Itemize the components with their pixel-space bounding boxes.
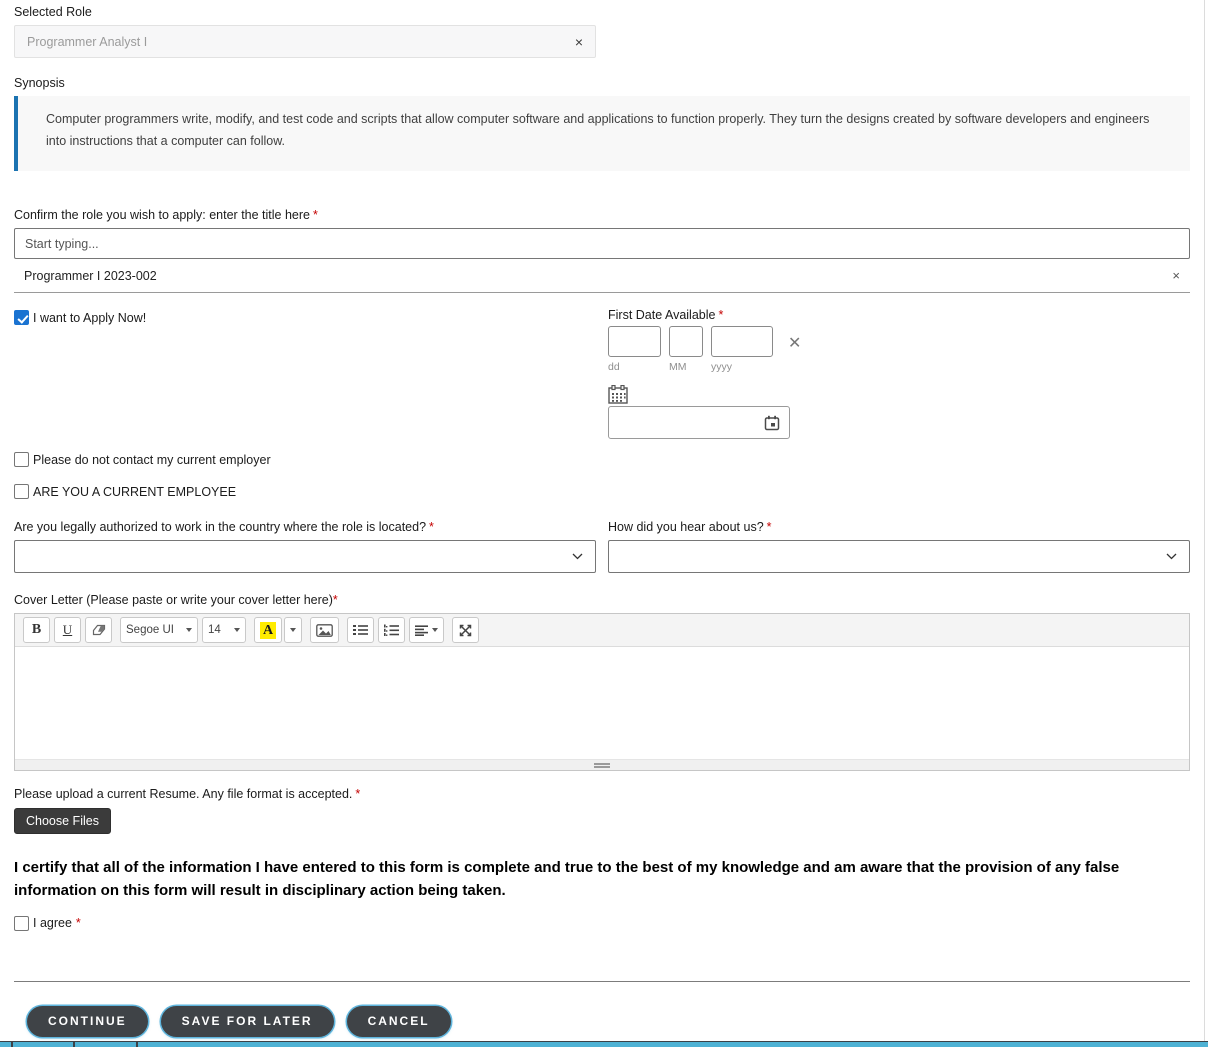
no-contact-label: Please do not contact my current employer [33, 452, 271, 467]
bottom-edge-separator [11, 1041, 13, 1047]
year-cell [711, 326, 773, 373]
current-employee-label: ARE YOU A CURRENT EMPLOYEE [33, 484, 237, 499]
date-picker-input[interactable] [608, 406, 790, 439]
required-asterisk: * [429, 520, 434, 534]
caret-down-icon [186, 628, 192, 632]
month-cell [669, 326, 703, 373]
apply-now-column [14, 308, 608, 439]
save-for-later-button[interactable]: SAVE FOR LATER [161, 1006, 334, 1037]
day-cell [608, 326, 661, 373]
required-asterisk: * [75, 916, 81, 930]
expand-icon [459, 624, 472, 637]
eraser-icon [92, 624, 106, 636]
continue-button[interactable]: CONTINUE [27, 1006, 148, 1037]
align-dropdown[interactable] [409, 617, 444, 643]
month-hint: MM [669, 361, 687, 373]
certification-text: I certify that all of the information I have entered to this form is complete and true to the best of my knowledge and am aware that the provision of any false information on this form will result in disciplinary action being taken. [14, 859, 1120, 900]
underline-button[interactable]: U [54, 617, 81, 643]
hear-about-select[interactable] [608, 540, 1190, 573]
apply-now-checkbox[interactable] [14, 310, 29, 325]
apply-now-label: I want to Apply Now! [33, 310, 147, 325]
hear-about-label: How did you hear about us? * [608, 520, 772, 534]
align-left-icon [415, 625, 428, 636]
synopsis-box [14, 96, 1190, 171]
selected-role-result-row[interactable] [14, 259, 1190, 293]
font-family-value: Segoe UI [126, 624, 174, 636]
fullscreen-button[interactable] [452, 617, 479, 643]
synopsis-label: Synopsis [14, 76, 65, 90]
image-icon [316, 624, 333, 637]
year-input[interactable] [711, 326, 773, 357]
clear-format-button[interactable] [85, 617, 112, 643]
clear-selected-role-icon[interactable]: × [574, 33, 583, 50]
month-input[interactable] [669, 326, 703, 357]
apply-and-date-section [14, 308, 1190, 439]
date-picker-calendar-icon[interactable] [764, 415, 780, 431]
clear-date-icon[interactable]: ✕ [788, 335, 802, 352]
editor-footer [15, 759, 1189, 770]
first-date-column [608, 308, 1190, 439]
bullet-list-icon [353, 624, 368, 636]
authorized-select[interactable] [14, 540, 596, 573]
required-asterisk: * [312, 208, 318, 222]
apply-now-checkbox-row[interactable] [14, 310, 146, 325]
question-selects-row [14, 520, 1190, 573]
no-contact-checkbox[interactable] [14, 452, 29, 467]
font-color-button[interactable] [254, 617, 282, 643]
chevron-down-icon [572, 553, 583, 560]
first-date-label: First Date Available * [608, 308, 724, 322]
selected-role-result-label: Programmer I 2023-002 [24, 268, 157, 283]
agree-label: I agree [33, 916, 72, 930]
caret-down-icon [290, 628, 296, 632]
selected-role-value: Programmer Analyst I [27, 34, 148, 49]
font-color-letter: A [260, 622, 276, 639]
action-buttons [27, 1006, 1190, 1037]
day-input[interactable] [608, 326, 661, 357]
font-color-dropdown[interactable] [284, 617, 302, 643]
choose-files-button[interactable]: Choose Files [14, 808, 111, 834]
caret-down-icon [234, 628, 240, 632]
bullet-list-button[interactable] [347, 617, 374, 643]
numbered-list-icon [384, 624, 399, 636]
insert-image-button[interactable] [310, 617, 339, 643]
day-hint: dd [608, 361, 620, 373]
cover-letter-content[interactable] [15, 647, 1189, 759]
editor-toolbar [15, 614, 1189, 647]
no-contact-checkbox-row[interactable] [14, 452, 271, 467]
font-size-dropdown[interactable] [202, 617, 246, 643]
selected-role-label: Selected Role [14, 5, 92, 19]
bold-button[interactable]: B [23, 617, 50, 643]
resume-upload-label: Please upload a current Resume. Any file format is accepted. * [14, 787, 361, 801]
font-family-dropdown[interactable] [120, 617, 198, 643]
synopsis-text: Computer programmers write, modify, and test code and scripts that allow computer software and applications to function properly. They turn the designs created by software developers and engineers into instructions that a computer can follow. [46, 112, 1150, 148]
cancel-button[interactable]: CANCEL [347, 1006, 451, 1037]
numbered-list-button[interactable] [378, 617, 405, 643]
caret-down-icon [432, 628, 438, 632]
remove-role-icon[interactable]: × [1172, 268, 1180, 283]
calendar-icon[interactable] [608, 385, 630, 404]
bottom-table-edge [0, 1041, 1208, 1047]
bottom-edge-separator [73, 1041, 75, 1047]
current-employee-checkbox-row[interactable] [14, 484, 236, 499]
confirm-role-label: Confirm the role you wish to apply: enter the title here * [14, 208, 318, 222]
bottom-edge-separator [136, 1041, 138, 1047]
authorized-label: Are you legally authorized to work in the country where the role is located? * [14, 520, 434, 534]
required-asterisk: * [766, 520, 772, 534]
footer-divider [14, 981, 1190, 982]
agree-checkbox[interactable] [14, 916, 29, 931]
font-size-value: 14 [208, 624, 221, 636]
page-right-border [1204, 0, 1205, 1047]
authorized-question [14, 520, 596, 573]
cover-letter-label: Cover Letter (Please paste or write your cover letter here)* [14, 593, 338, 607]
required-asterisk: * [718, 308, 724, 322]
cover-letter-editor [14, 613, 1190, 771]
confirm-role-input[interactable] [14, 228, 1190, 259]
date-part-inputs [608, 326, 1190, 373]
chevron-down-icon [1166, 553, 1177, 560]
current-employee-checkbox[interactable] [14, 484, 29, 499]
required-asterisk: * [332, 593, 338, 607]
selected-role-field [14, 25, 596, 58]
required-asterisk: * [355, 787, 361, 801]
resize-handle[interactable] [594, 762, 610, 769]
hear-about-question [608, 520, 1190, 573]
agree-checkbox-row[interactable] [14, 916, 81, 931]
year-hint: yyyy [711, 361, 732, 373]
